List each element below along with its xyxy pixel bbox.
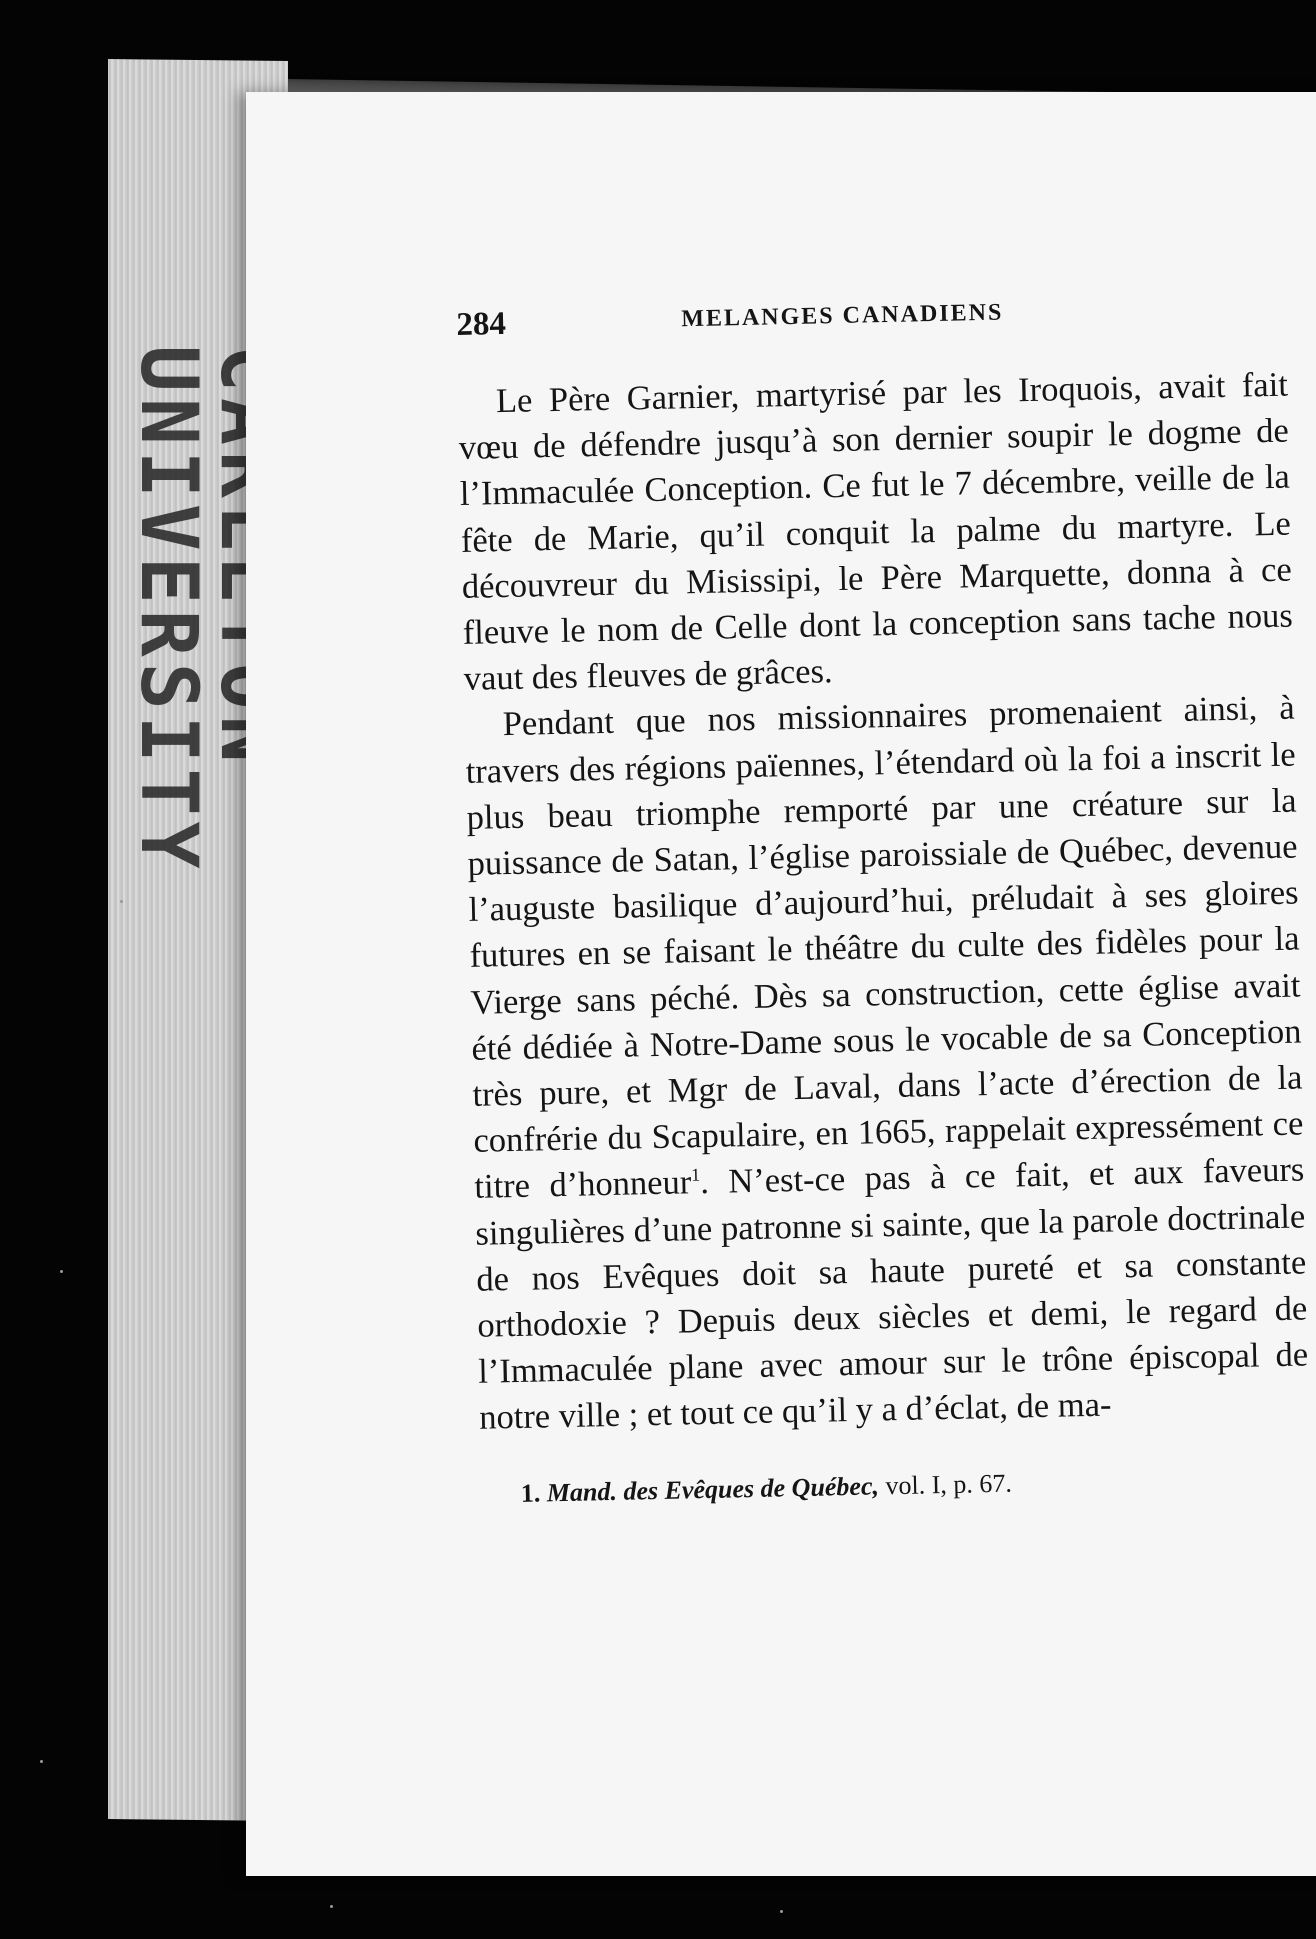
running-title: MELANGES CANADIENS xyxy=(681,299,1004,333)
running-header xyxy=(456,290,1287,367)
footnote-number: 1. xyxy=(520,1478,541,1508)
footnote-marker: 1 xyxy=(690,1165,701,1186)
page-number: 284 xyxy=(456,305,507,343)
paragraph-2: Pendant que nos missionnaires promenaient ainsi, à travers des régions païennes, l’étendard où la foi a inscrit le plus beau triomphe remporté par une créature sur la puissance de Satan, l’église paroissiale de Québec, devenue l’auguste basilique d’aujourd’hui, préludait à ses gloires futures en se faisant le théâtre du culte des fidèles pour la Vierge sans péché. Dès sa construction, cette église avait été dédiée à Notre-Dame sous le vocable de sa Conception très pure, et Mgr de Laval, dans l’acte d’érection de la confrérie du Scapulaire, en 1665, rappelait expressément ce titre d’honneur$^1$. N’est-ce pas à ce fait, et aux faveurs singulières d’une patronne si sainte, que la parole doctrinale de nos Evêques doit sa haute pureté et sa constante orthodoxie ? Depuis deux siècles et demi, le regard de l’Immaculée plane avec amour sur le trône épiscopal de notre ville ; et tout ce qu’il y a d’éclat, de ma- xyxy=(465,688,1309,1438)
scan-speck xyxy=(330,1905,333,1908)
book-page xyxy=(246,92,1316,1876)
stamp-line-2: UNIVERSITY xyxy=(123,345,213,875)
scan-speck xyxy=(40,1760,43,1763)
paragraph-2-text: Pendant que nos missionnaires promenaient ainsi, à travers des régions païennes, l’étendard où la foi a inscrit le plus beau triomphe remporté par une créature sur la puissance de Satan, l’église paroissiale de Québec, devenue l’auguste basilique d’aujourd’hui, préludait à ses gloires futures en se faisant le théâtre du culte des fidèles pour la Vierge sans péché. Dès sa construction, cette église avait été dédiée à Notre-Dame sous le vocable de sa Conception très pure, et Mgr de Laval, dans l’acte d’érection de la confrérie du Scapulaire, en 1665, rappelait expressément ce titre d’honneur xyxy=(465,688,1304,1207)
scan-speck xyxy=(780,1910,783,1913)
scan-speck xyxy=(120,900,123,903)
footnote-reference: vol. I, p. 67. xyxy=(885,1468,1013,1500)
page-content xyxy=(456,290,1311,1510)
paragraph-2-continuation: N’est-ce pas à ce fait, et aux faveurs singulières d’une patronne si sainte, que la parole doctrinale de nos Evêques doit sa haute pureté et sa constante orthodoxie ? Depuis deux siècles et demi, le regard de l’Immaculée plane avec amour sur le trône épiscopal de notre ville ; et tout ce qu’il y a d’éclat, de ma- xyxy=(475,1150,1309,1438)
footnote-source: Mand. des Evêques de Québec, xyxy=(546,1471,880,1508)
footnote xyxy=(521,1462,1311,1509)
scan-speck xyxy=(60,1270,63,1273)
paragraph-1: Le Père Garnier, martyrisé par les Iroquois, avait fait vœu de défendre jusqu’à son dernier soupir le dogme de l’Immaculée Conception. Ce fut le 7 décembre, veille de la fête de Marie, qu’il conquit la palme du martyre. Le découvreur du Misissipi, le Père Marquette, donna à ce fleuve le nom de Celle dont la conception sans tache nous vaut des fleuves de grâces. xyxy=(458,365,1294,699)
body-text xyxy=(458,362,1310,1442)
